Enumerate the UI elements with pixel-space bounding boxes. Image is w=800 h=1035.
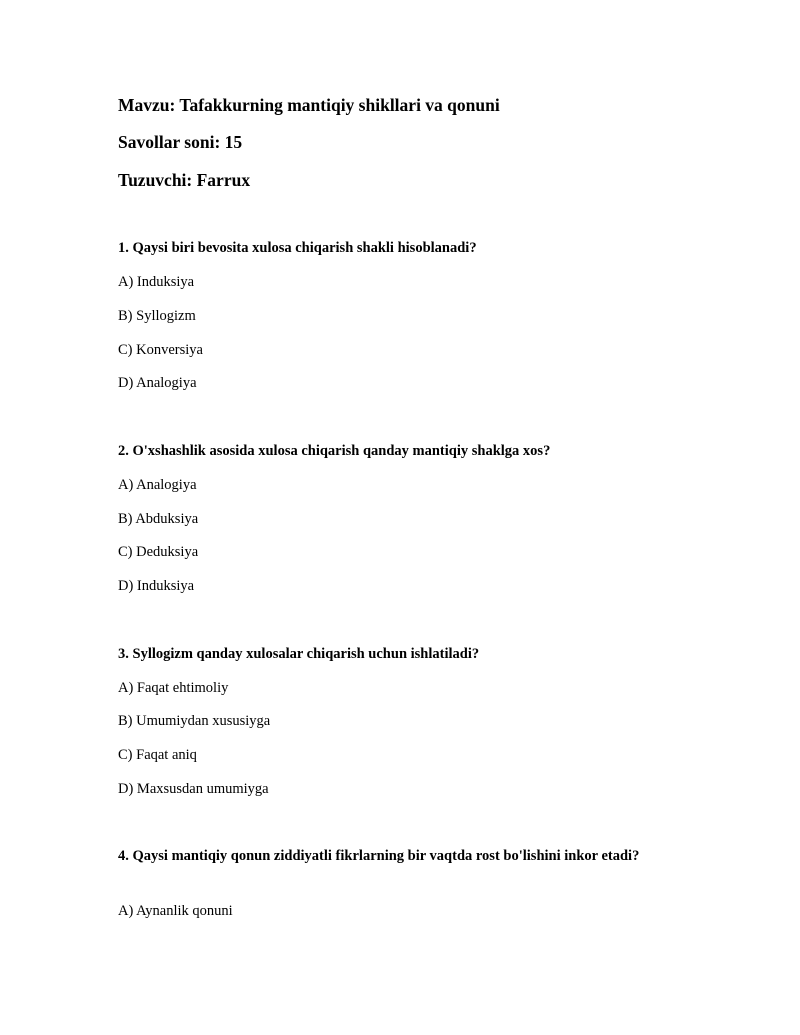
question-3-option-d: D) Maxsusdan umumiyga [118, 781, 269, 797]
question-4-option-a: A) Aynanlik qonuni [118, 903, 233, 919]
topic-heading: Mavzu: Tafakkurning mantiqiy shikllari va qonuni [118, 95, 500, 115]
question-count: Savollar soni: 15 [118, 132, 243, 152]
question-1-option-c: C) Konversiya [118, 342, 203, 358]
question-2-option-a: A) Analogiya [118, 477, 197, 493]
question-2-option-b: B) Abduksiya [118, 511, 199, 527]
question-3-text: 3. Syllogizm qanday xulosalar chiqarish uchun ishlatiladi? [118, 646, 480, 662]
question-1-text: 1. Qaysi biri bevosita xulosa chiqarish shakli hisoblanadi? [118, 240, 477, 256]
question-3-option-b: B) Umumiydan xususiyga [118, 713, 271, 729]
question-2-option-c: C) Deduksiya [118, 544, 199, 560]
question-4-text: 4. Qaysi mantiqiy qonun ziddiyatli fikrlarning bir vaqtda rost bo'lishini inkor etadi? [118, 848, 640, 864]
question-2-option-d: D) Induksiya [118, 578, 195, 594]
author-line: Tuzuvchi: Farrux [118, 170, 251, 190]
question-3-option-a: A) Faqat ehtimoliy [118, 680, 229, 696]
question-1-option-d: D) Analogiya [118, 375, 197, 391]
question-3-option-c: C) Faqat aniq [118, 747, 197, 763]
question-1-option-a: A) Induksiya [118, 274, 195, 290]
question-1-option-b: B) Syllogizm [118, 308, 196, 324]
question-2-text: 2. O'xshashlik asosida xulosa chiqarish qanday mantiqiy shaklga xos? [118, 443, 551, 459]
